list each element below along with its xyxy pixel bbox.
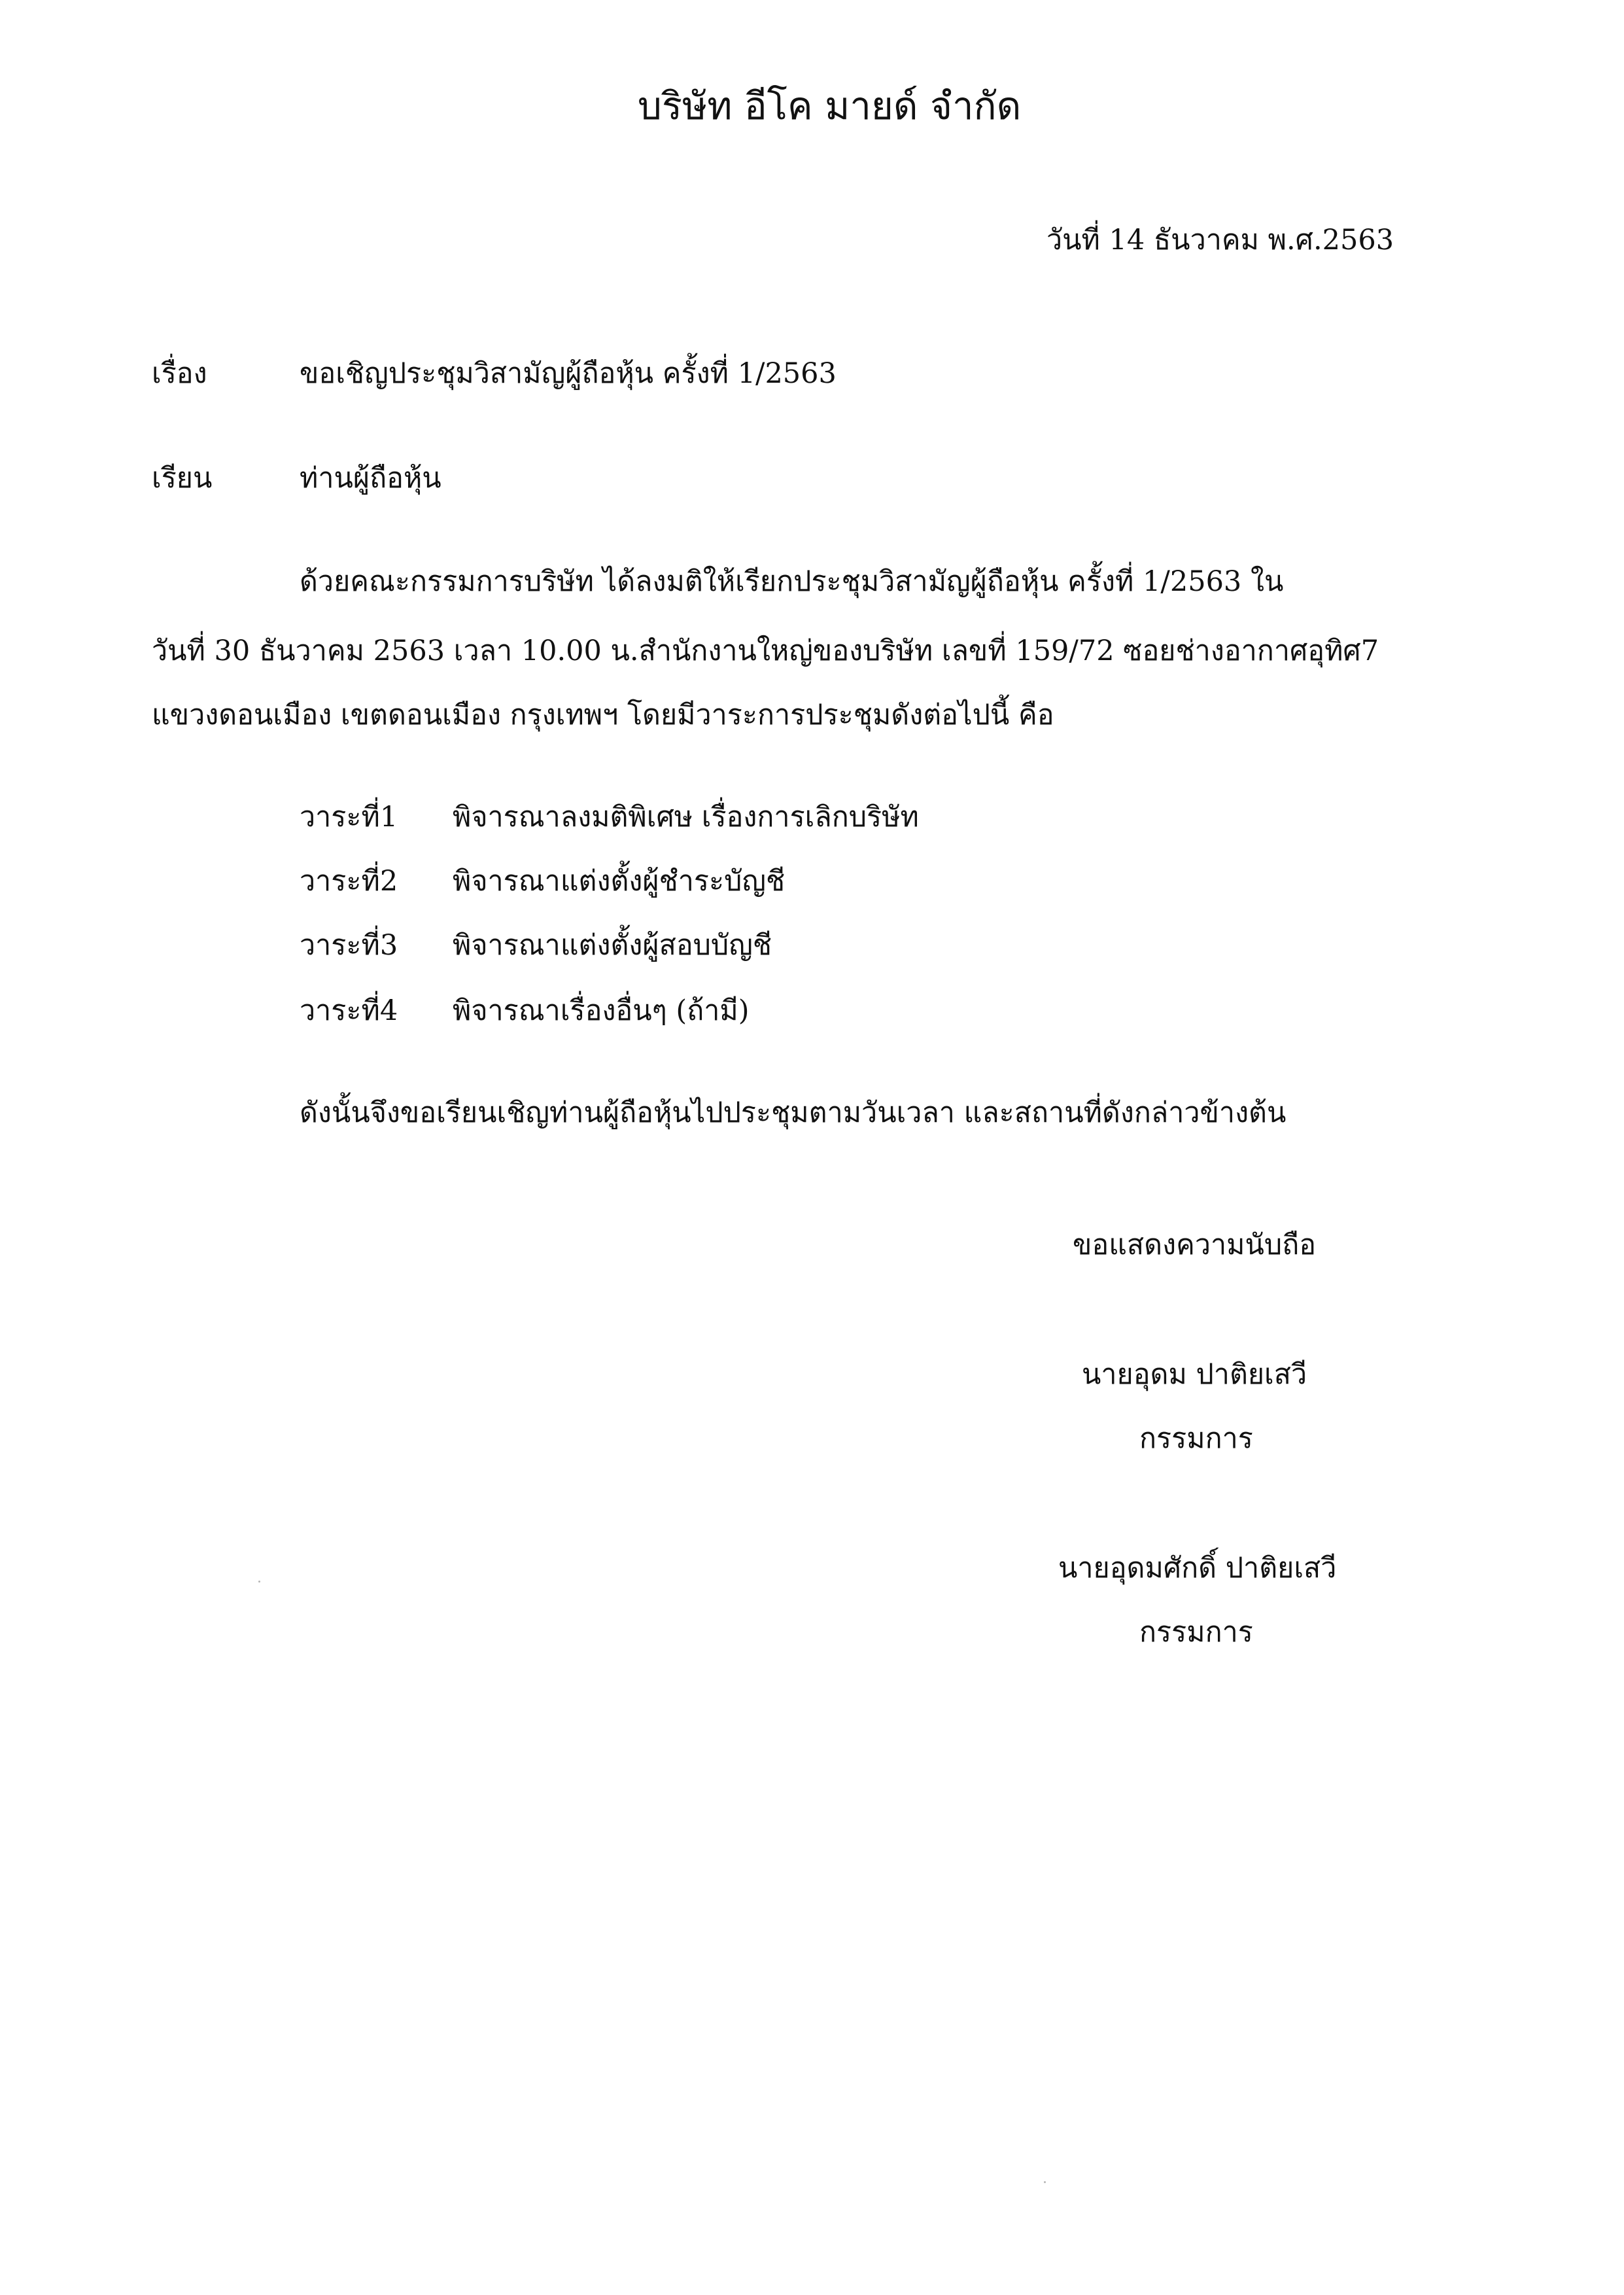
agenda-number: วาระที่3 bbox=[300, 929, 398, 962]
agenda-item-text: พิจารณาแต่งตั้งผู้ชำระบัญชี bbox=[453, 865, 786, 898]
to-text: ท่านผู้ถือหุ้น bbox=[300, 462, 441, 495]
date-line: วันที่ 14 ธันวาคม พ.ศ.2563 bbox=[1046, 224, 1394, 256]
to-label: เรียน bbox=[152, 462, 213, 495]
body-line: ด้วยคณะกรรมการบริษัท ได้ลงมติให้เรียกประชุมวิสามัญผู้ถือหุ้น ครั้งที่ 1/2563 ใน bbox=[300, 565, 1284, 598]
scan-speck bbox=[1044, 2181, 1046, 2183]
closing-sentence: ดังนั้นจึงขอเรียนเชิญท่านผู้ถือหุ้นไปประชุมตามวันเวลา และสถานที่ดังกล่าวข้างต้น bbox=[300, 1096, 1287, 1129]
body-line: วันที่ 30 ธันวาคม 2563 เวลา 10.00 น.สำนักงานใหญ่ของบริษัท เลขที่ 159/72 ซอยช่างอากาศอุทิศ7 bbox=[152, 635, 1379, 667]
regards: ขอแสดงความนับถือ bbox=[1073, 1229, 1317, 1261]
signatory-name: นายอุดมศักดิ์ ปาติยเสวี bbox=[1058, 1552, 1337, 1585]
signatory-title: กรรมการ bbox=[1139, 1422, 1253, 1455]
subject-text: ขอเชิญประชุมวิสามัญผู้ถือหุ้น ครั้งที่ 1/2563 bbox=[300, 357, 837, 390]
company-title: บริษัท อีโค มายด์ จำกัด bbox=[638, 84, 1022, 128]
agenda-number: วาระที่4 bbox=[300, 994, 398, 1027]
scan-speck bbox=[258, 1581, 260, 1583]
subject-label: เรื่อง bbox=[152, 357, 207, 390]
agenda-item-text: พิจารณาเรื่องอื่นๆ (ถ้ามี) bbox=[453, 994, 750, 1027]
signatory-title: กรรมการ bbox=[1139, 1616, 1253, 1649]
agenda-number: วาระที่2 bbox=[300, 865, 398, 898]
signatory-name: นายอุดม ปาติยเสวี bbox=[1082, 1358, 1307, 1391]
agenda-number: วาระที่1 bbox=[300, 801, 398, 833]
body-line: แขวงดอนเมือง เขตดอนเมือง กรุงเทพฯ โดยมีวาระการประชุมดังต่อไปนี้ คือ bbox=[152, 699, 1054, 731]
agenda-item-text: พิจารณาลงมติพิเศษ เรื่องการเลิกบริษัท bbox=[453, 801, 919, 833]
agenda-item-text: พิจารณาแต่งตั้งผู้สอบบัญชี bbox=[453, 929, 772, 962]
